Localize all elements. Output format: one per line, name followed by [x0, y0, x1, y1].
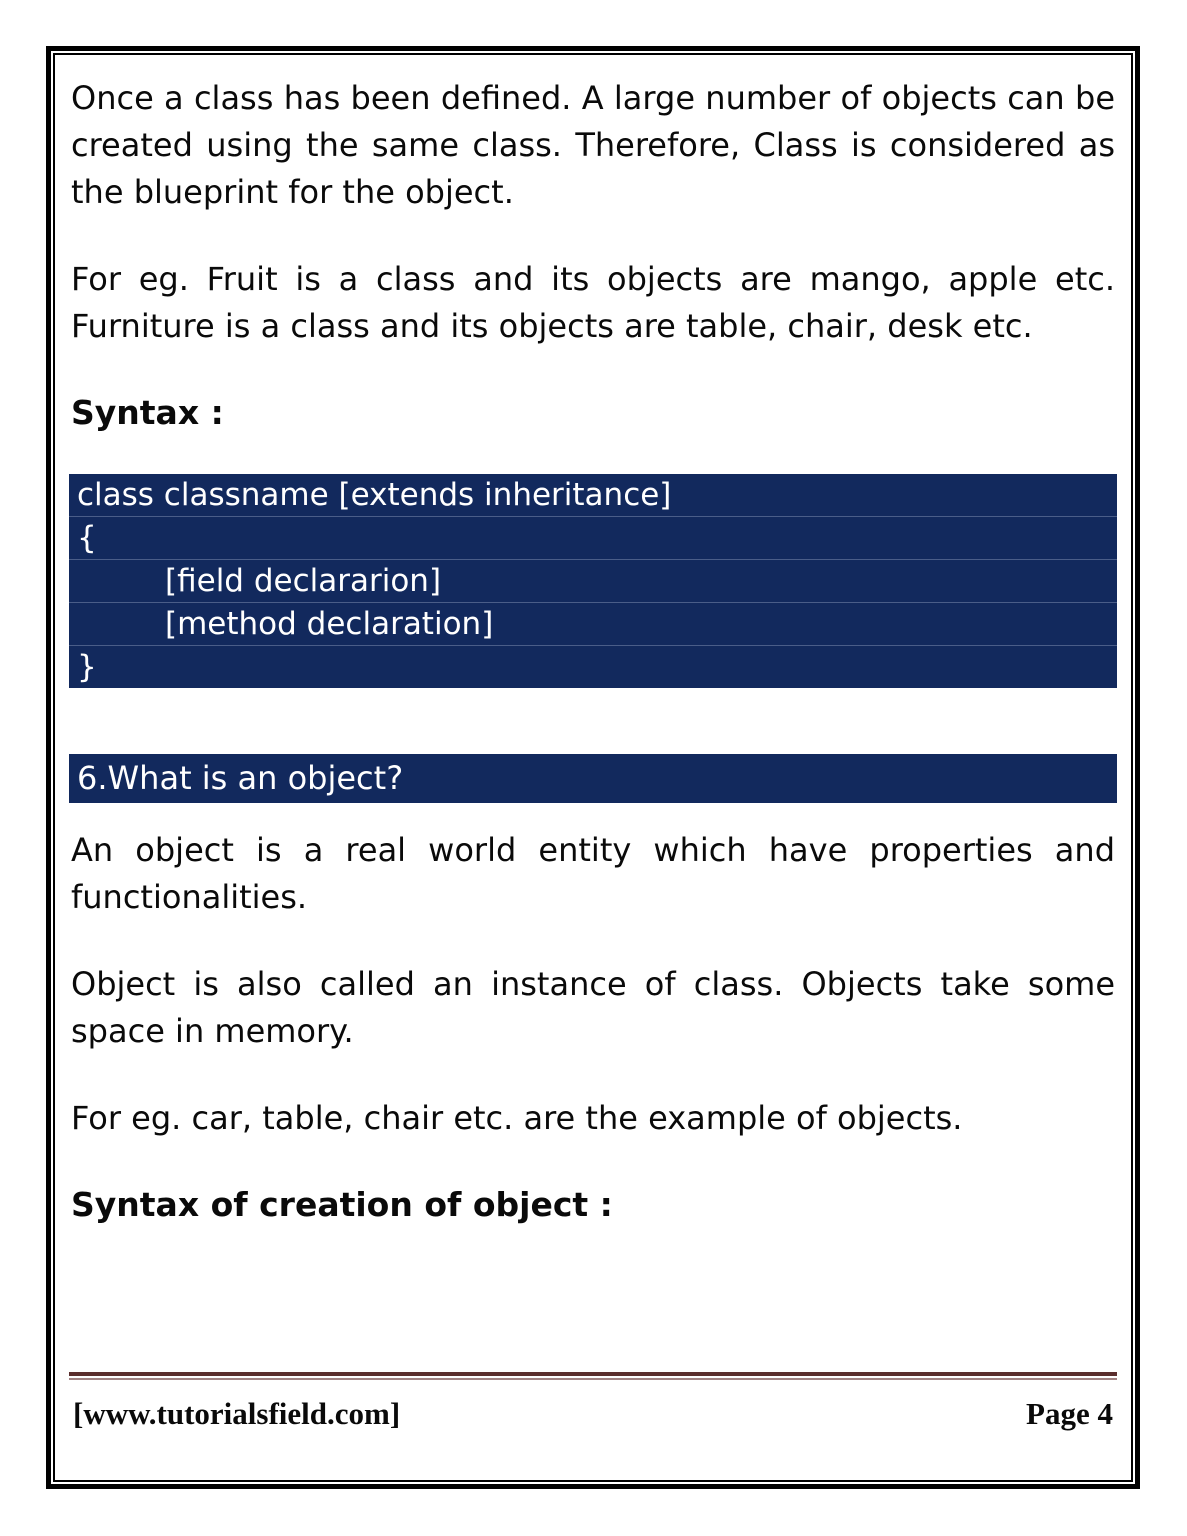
code-line-close-brace: }	[77, 649, 97, 685]
paragraph-object-instance: Object is also called an instance of class. Objects take some space in memory.	[71, 965, 1115, 1050]
object-creation-syntax-heading: Syntax of creation of object :	[71, 1185, 613, 1224]
document-page-content	[53, 53, 1133, 1482]
paragraph-class-examples: For eg. Fruit is a class and its objects are mango, apple etc. Furniture is a class and its objects are table, chair, desk etc.	[71, 260, 1115, 345]
document-page-border	[46, 46, 1140, 1489]
footer-site-url: [www.tutorialsfield.com]	[73, 1396, 401, 1431]
code-line-method-declaration: [method declaration]	[69, 603, 1117, 646]
page-footer	[69, 1372, 1117, 1432]
code-line-open-brace: {	[69, 517, 1117, 560]
code-line-field-declaration: [field declararion]	[69, 560, 1117, 603]
syntax-heading: Syntax :	[71, 393, 224, 432]
class-syntax-code-block	[69, 474, 1117, 688]
footer-rule	[69, 1372, 1117, 1380]
footer-page-number: Page 4	[1026, 1396, 1113, 1431]
paragraph-object-definition: An object is a real world entity which have properties and functionalities.	[71, 831, 1115, 916]
footer-text-row	[69, 1396, 1117, 1432]
code-line-class-declaration: class classname [extends inheritance]	[69, 474, 1117, 517]
paragraph-class-blueprint: Once a class has been defined. A large number of objects can be created using the same class. Therefore, Class is considered as the blueprint for the object.	[71, 79, 1115, 211]
section-heading-what-is-object: 6.What is an object?	[69, 754, 1117, 803]
paragraph-object-examples: For eg. car, table, chair etc. are the example of objects.	[71, 1099, 963, 1137]
